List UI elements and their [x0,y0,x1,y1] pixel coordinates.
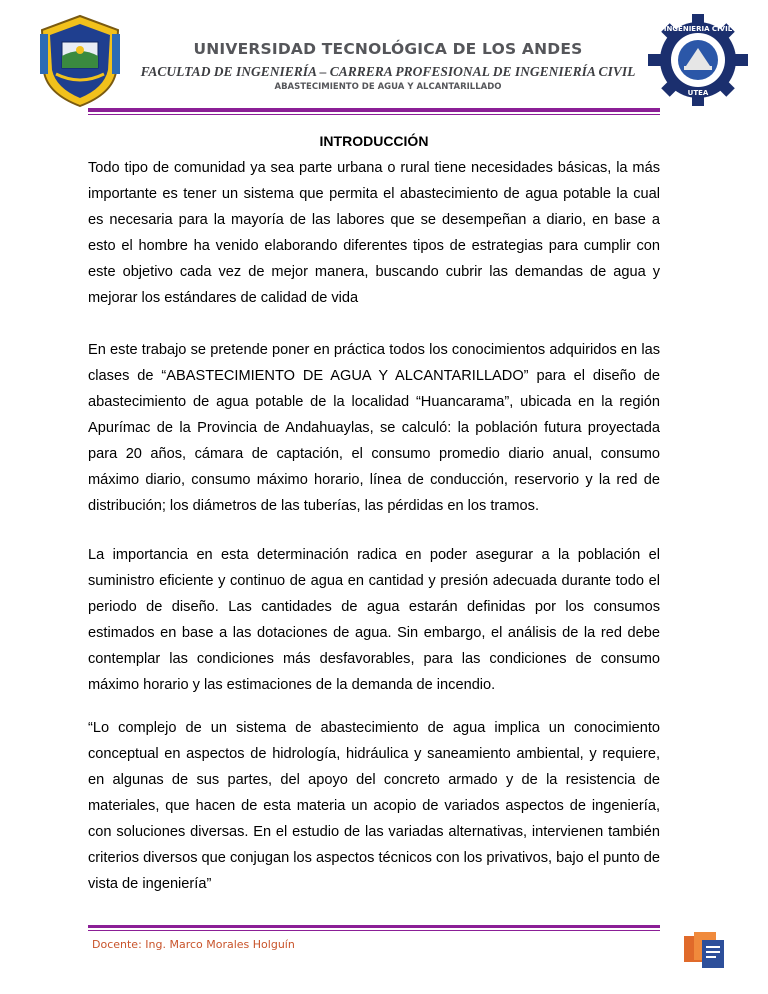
gear-logo-top-text: INGENIERIA CIVIL [663,25,733,33]
document-pages-icon [680,928,728,972]
paragraph: En este trabajo se pretende poner en práctica todos los conocimientos adquiridos en las clases de “ABASTECIMIENTO DE AGUA Y ALCANTARILLADO” para el diseño de abastecimiento de agua potable de la localidad “Huancarama”, ubicada en la región Apurímac de la Provincia de Andahuaylas, se calculó: la población futura proyectada para 20 años, cámara de captación, el consumo promedio diario anual, consumo máximo diario, consumo máximo horario, línea de conducción, reservorio y la red de distribución; los diámetros de las tuberías, las pérdidas en los tramos. [88,342,660,514]
ingenieria-civil-gear-logo [648,14,748,106]
footer-docente: Docente: Ing. Marco Morales Holguín [92,938,295,951]
paragraph: La importancia en esta determinación radica en poder asegurar a la población el suministro eficiente y continuo de agua en cantidad y presión adecuada durante todo el periodo de diseño. Las cantidades de agua estarán definidas por los consumos estimados en base a las dotaciones de agua. Sin embargo, el análisis de la red debe contemplar las condiciones más desfavorables, para las condiciones de consumo máximo horario y las estimaciones de la demanda de incendio. [88,547,660,693]
faculty-name: FACULTAD DE INGENIERÍA – CARRERA PROFESIONAL DE INGENIERÍA CIVIL [140,64,636,79]
university-name: UNIVERSIDAD TECNOLÓGICA DE LOS ANDES [193,40,583,58]
gear-logo-bottom-text: UTEA [687,89,709,97]
page-title: INTRODUCCIÓN [319,133,429,149]
quote-paragraph: “Lo complejo de un sistema de abastecimiento de agua implica un conocimiento conceptual en aspectos de hidrología, hidráulica y saneamiento ambiental, y requiere, en algunas de sus partes, del apoyo del concreto armado y de la resistencia de materiales, que hacen de esta materia un acopio de variados aspectos de ingeniería, con soluciones diversas. En el estudio de las variadas alternativas, intervienen también criterios diversos que conjugan los aspectos técnicos con los privativos, bajo el punto de vista de ingeniería” [88,720,660,892]
footer-divider [88,925,660,928]
paragraph: Todo tipo de comunidad ya sea parte urbana o rural tiene necesidades básicas, la más importante es tener un sistema que permita el abastecimiento de agua potable la cual es necesaria para la mayoría de las labores que se desempeñan a diario, en base a esto el hombre ha venido elaborando diferentes tipos de estrategias para cumplir con este objetivo cada vez de mejor manera, buscando cubrir las demandas de agua y mejorar los estándares de calidad de vida [88,160,660,306]
header-divider-thin [88,114,660,115]
course-name: ABASTECIMIENTO DE AGUA Y ALCANTARILLADO [274,82,502,92]
footer-divider-thin [88,930,660,931]
header-divider [88,108,660,112]
university-crest-logo [34,12,126,108]
